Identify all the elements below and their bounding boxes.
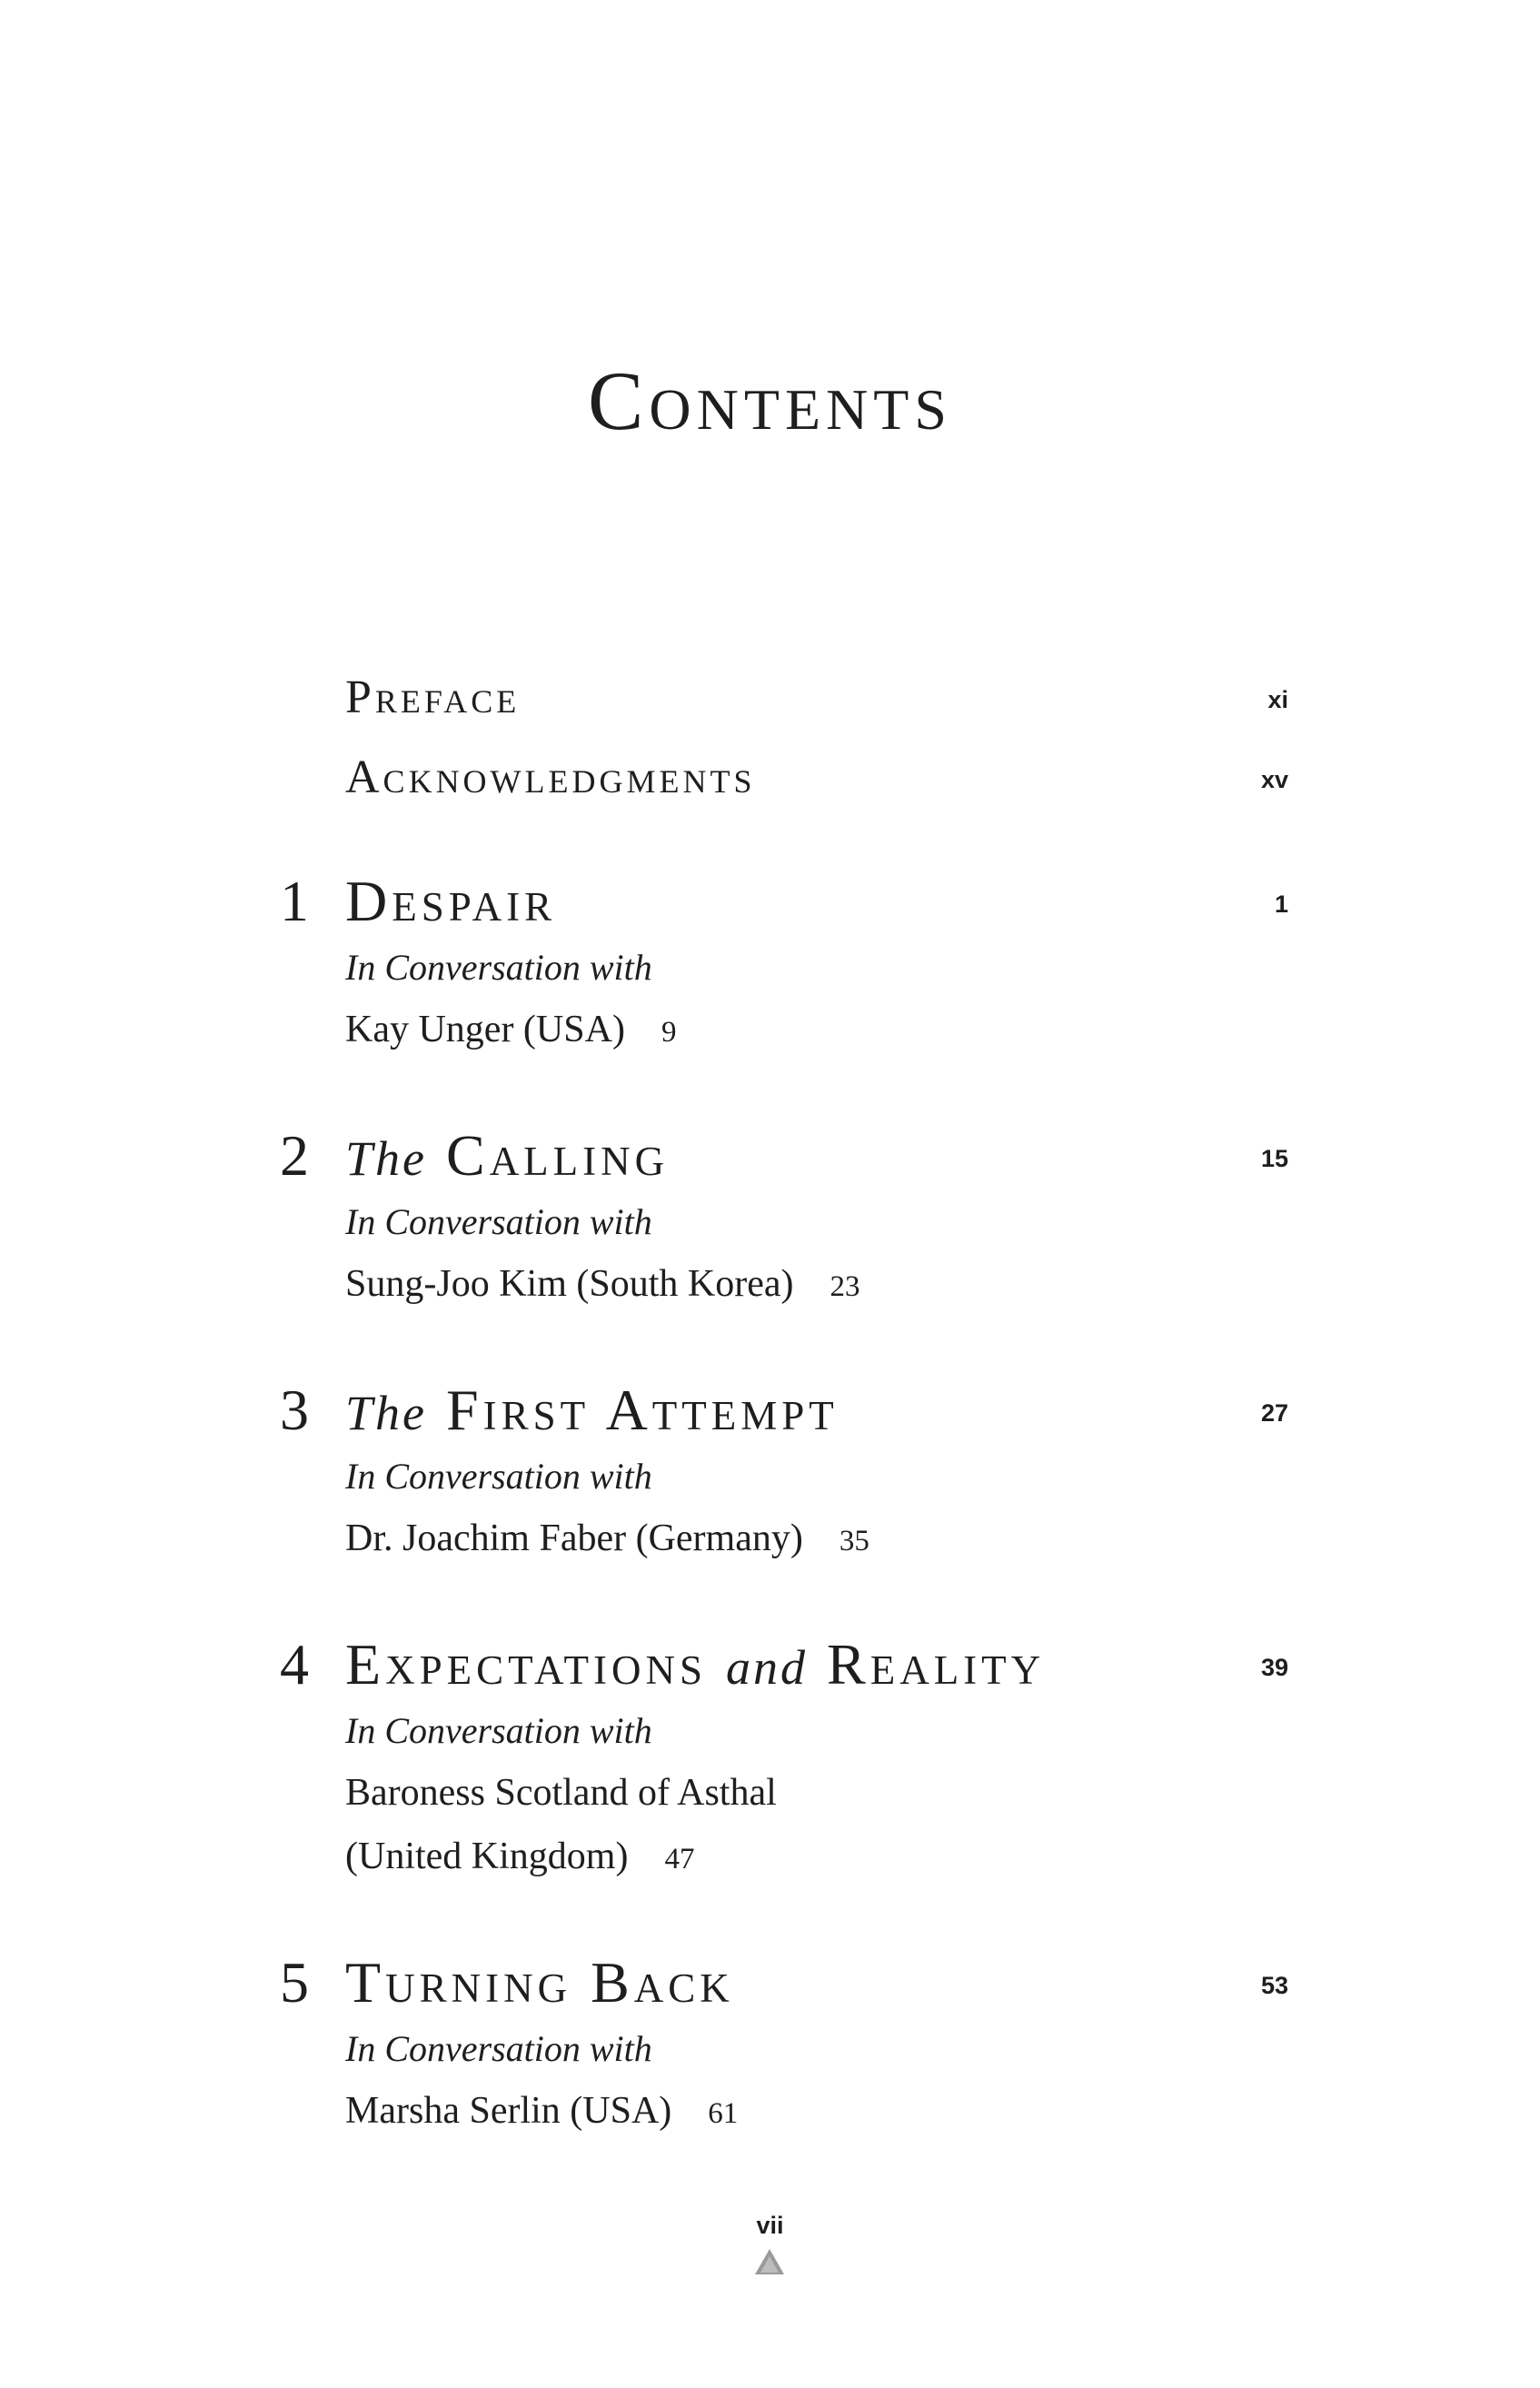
toc-page-chapter-1: 1 — [1274, 891, 1288, 918]
toc-entry-preface[interactable]: Preface — [345, 672, 521, 723]
guest-name-line: Baroness Scotland of Asthal — [345, 1772, 777, 1814]
conversation-label: In Conversation with — [345, 1456, 652, 1497]
toc-page-acknowledgments: xv — [1260, 766, 1288, 793]
toc-entry-acknowledgments[interactable]: Acknowledgments — [345, 751, 756, 803]
toc-page-chapter-3: 27 — [1260, 1399, 1288, 1427]
toc-entry-chapter-1[interactable] — [345, 869, 557, 933]
guest-page: 35 — [839, 1525, 869, 1557]
chapter-title-second: Reality — [827, 1632, 1046, 1696]
toc-entry-chapter-2[interactable] — [345, 1123, 670, 1188]
guest-name: Kay Unger (USA) — [345, 1009, 625, 1050]
guest-page: 23 — [830, 1270, 860, 1303]
chapter-title-conjunction: and — [726, 1640, 809, 1695]
chapter-title: Calling — [446, 1123, 670, 1188]
chapter-title-prefix: The — [345, 1386, 427, 1440]
guest-page: 47 — [664, 1843, 695, 1876]
chapter-number: 5 — [280, 1950, 309, 2015]
guest-page: 9 — [661, 1016, 677, 1049]
guest-name: (United Kingdom) — [345, 1836, 629, 1877]
toc-entry-conversation-5[interactable] — [345, 2092, 738, 2130]
page-title: Contents — [588, 354, 952, 447]
toc-entry-conversation-3[interactable] — [345, 1519, 869, 1557]
toc-entry-chapter-4[interactable] — [345, 1632, 1046, 1696]
chapter-number: 4 — [280, 1632, 309, 1696]
chapter-title: Turning Back — [345, 1950, 734, 2015]
toc-entry-conversation-4[interactable] — [345, 1837, 694, 1876]
chapter-title: First Attempt — [446, 1378, 839, 1442]
toc-page-chapter-5: 53 — [1260, 1972, 1288, 1999]
conversation-label: In Conversation with — [345, 1710, 652, 1751]
chapter-number: 2 — [280, 1123, 309, 1188]
toc-entry-chapter-3[interactable] — [345, 1378, 839, 1442]
toc-entry-chapter-5[interactable] — [345, 1950, 734, 2015]
toc-entry-conversation-1[interactable] — [345, 1010, 676, 1049]
toc-page-chapter-2: 15 — [1260, 1145, 1288, 1172]
guest-name: Dr. Joachim Faber (Germany) — [345, 1517, 803, 1559]
conversation-label: In Conversation with — [345, 2028, 652, 2069]
triangle-logo-icon — [754, 2248, 785, 2275]
chapter-number: 3 — [280, 1378, 309, 1442]
toc-entry-conversation-2[interactable] — [345, 1265, 859, 1303]
conversation-label: In Conversation with — [345, 1201, 652, 1242]
toc-page-chapter-4: 39 — [1260, 1654, 1288, 1681]
chapter-title-prefix: The — [345, 1131, 427, 1186]
chapter-title: Despair — [345, 869, 557, 933]
guest-name: Sung-Joo Kim (South Korea) — [345, 1263, 794, 1305]
toc-page-preface: xi — [1267, 686, 1288, 713]
conversation-label: In Conversation with — [345, 947, 652, 988]
guest-name: Marsha Serlin (USA) — [345, 2090, 672, 2132]
chapter-number: 1 — [280, 869, 309, 933]
page-number: vii — [756, 2212, 784, 2239]
guest-page: 61 — [708, 2097, 739, 2130]
chapter-title: Expectations — [345, 1632, 708, 1696]
